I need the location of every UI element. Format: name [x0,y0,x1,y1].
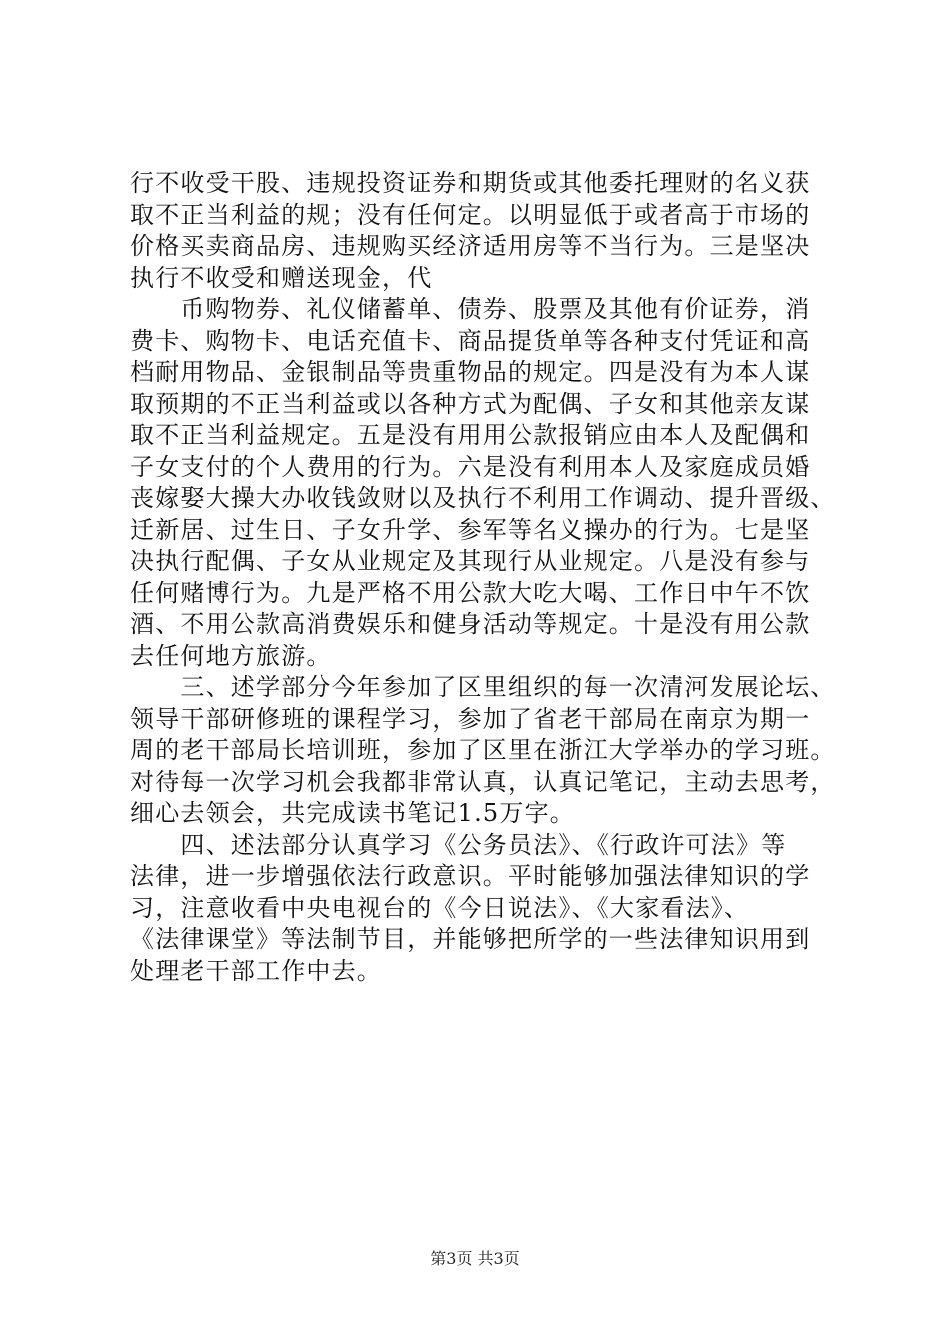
document-body [130,168,850,987]
text-line: 币购物券、礼仪储蓄单、债券、股票及其他有价证券，消 [130,295,811,323]
page-footer: 第3页 共3页 [430,1249,520,1268]
text-line: 取不正当利益规定。五是没有用用公款报销应由本人及配偶和 [130,421,811,449]
text-line: 《法律课堂》等法制节目，并能够把所学的一些法律知识用到 [130,925,811,953]
text-line: 取不正当利益的规；没有任何定。以明显低于或者高于市场的 [130,200,811,229]
text-line: 领导干部研修班的课程学习，参加了省老干部局在南京为期一 [130,704,811,733]
text-line: 取预期的不正当利益或以各种方式为配偶、子女和其他亲友谋 [130,389,811,418]
text-line: 法律，进一步增强依法行政意识。平时能够加强法律知识的学 [130,862,811,890]
text-line: 对待每一次学习机会我都非常认真，认真记笔记，主动去思考， [130,767,836,796]
text-line: 习，注意收看中央电视台的《今日说法》、《大家看法》、 [130,893,750,922]
text-line: 三、述学部分今年参加了区里组织的每一次清河发展论坛、 [130,673,836,701]
text-line: 处理老干部工作中去。 [130,956,382,985]
text-line: 费卡、购物卡、电话充值卡、商品提货单等各种支付凭证和高 [130,326,811,355]
text-line: 丧嫁娶大操大办收钱敛财以及执行不利用工作调动、提升晋级、 [130,484,836,512]
text-line: 迁新居、过生日、子女升学、参军等名义操办的行为。七是坚 [130,515,811,544]
text-line: 细心去领会，共完成读书笔记1.5万字。 [130,799,575,827]
text-line: 四、述法部分认真学习《公务员法》、《行政许可法》等 [130,830,787,859]
text-line: 去任何地方旅游。 [130,641,332,670]
text-line: 档耐用物品、金银制品等贵重物品的规定。四是没有为本人谋 [130,358,811,386]
text-line: 酒、不用公款高消费娱乐和健身活动等规定。十是没有用公款 [130,610,811,638]
text-line: 子女支付的个人费用的行为。六是没有利用本人及家庭成员婚 [130,452,811,481]
text-line: 价格买卖商品房、违规购买经济适用房等不当行为。三是坚决 [130,232,811,260]
text-line: 周的老干部局长培训班，参加了区里在浙江大学举办的学习班。 [130,736,836,764]
text-line: 决执行配偶、子女从业规定及其现行从业规定。八是没有参与 [130,547,811,575]
text-line: 执行不收受和赠送现金，代 [130,263,433,292]
text-line: 任何赌博行为。九是严格不用公款大吃大喝、工作日中午不饮 [130,578,811,607]
text-line: 行不收受干股、违规投资证券和期货或其他委托理财的名义获 [130,169,811,197]
